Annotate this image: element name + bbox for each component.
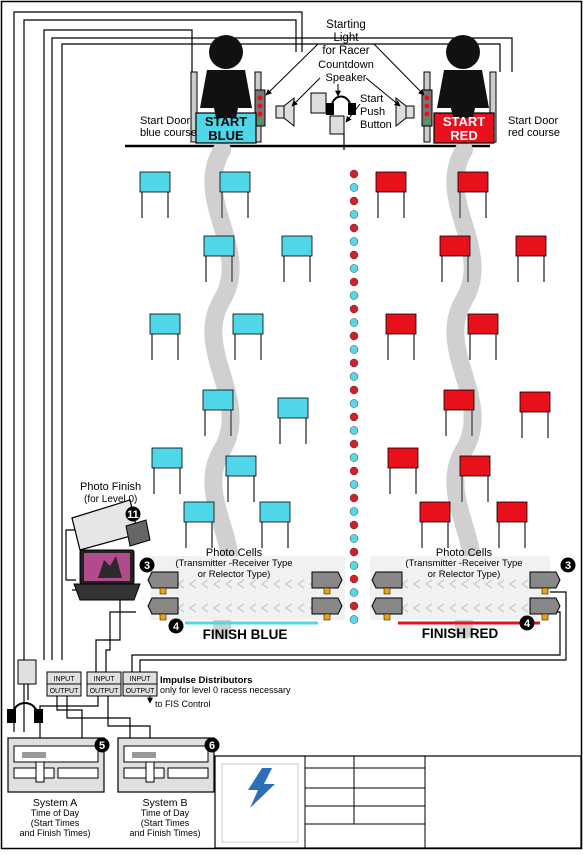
system-a-desc: and Finish Times) [19,828,91,838]
gate-blue-6 [233,314,263,360]
photo-finish-camera-icon [72,500,150,550]
laptop-icon [74,550,140,600]
badge-number: 11 [127,509,139,521]
photo-finish-label: Photo Finish [80,481,142,493]
start-blue-label: BLUE [208,128,244,143]
center-dot [350,508,358,516]
photo-cells-left-title: Photo Cells [205,547,263,559]
headset-bottom-icon [8,703,42,722]
gate-red-9 [388,448,418,494]
starting-light-label: Starting [326,19,366,31]
start-door-blue-label: Start Door [140,115,191,127]
badge-number: 4 [523,618,531,630]
center-dot [350,319,358,327]
badge-photo-finish [126,507,141,522]
gate-blue-10 [226,456,256,502]
center-dot [350,184,358,192]
start-push-button-label: Button [360,119,392,131]
center-dot [350,616,358,624]
racer-blue-icon [200,35,252,118]
badge-number: 3 [564,560,572,572]
gate-red-4 [516,236,546,282]
start-push-button-label: Start [360,93,384,105]
speaker-left-icon [276,98,294,126]
center-dot [350,454,358,462]
system-a-desc: Time of Day [30,808,80,818]
system-a-desc: (Start Times [30,818,80,828]
photo-cells-right-desc: or Relector Type) [427,569,501,580]
center-dot [350,602,358,610]
center-dot [350,589,358,597]
start-door-red-label: Start Door [508,115,559,127]
title-block [215,756,581,848]
gate-blue-12 [260,502,290,548]
distributor-output-label: OUTPUT [125,688,155,695]
photo-cells-left-desc: (Transmitter -Receiver Type [175,558,293,569]
gate-red-11 [420,502,450,548]
photo-finish-sublabel: (for Level 0) [84,494,138,505]
badge-system-b [205,738,220,753]
distributor-output-label: OUTPUT [89,688,119,695]
center-dot [350,575,358,583]
control-box-icon [18,660,36,684]
system-b-desc: and Finish Times) [129,828,201,838]
photo-cells-right-title: Photo Cells [435,547,493,559]
gate-red-5 [386,314,416,360]
center-dot [350,224,358,232]
center-dot [350,332,358,340]
system-b-device [118,738,214,792]
impulse-distributors-note: only for level 0 racess necessary [160,685,291,695]
starting-light-label: Light [333,32,359,44]
center-dot [350,413,358,421]
gate-red-8 [520,392,550,438]
badge-line-right [520,616,535,631]
distributor-input-label: INPUT [129,676,151,683]
center-dot [350,292,358,300]
start-push-button-icon [330,116,344,134]
center-dot [350,494,358,502]
badge-number: 4 [172,621,180,633]
gate-red-6 [468,314,498,360]
system-b-desc: (Start Times [140,818,190,828]
gate-blue-8 [278,398,308,444]
center-dot [350,170,358,178]
finish-red-label: FINISH RED [421,626,499,641]
gate-blue-11 [184,502,214,548]
gate-red-12 [497,502,527,548]
distributor-input-label: INPUT [53,676,75,683]
start-blue-label: START [204,114,248,129]
center-dot [350,535,358,543]
center-dot [350,251,358,259]
countdown-speaker-label: Countdown [318,59,374,71]
center-dot [350,427,358,435]
gate-red-1 [376,172,406,218]
center-dot [350,238,358,246]
start-door-red-label: red course [508,127,560,139]
center-dot [350,373,358,381]
to-fis-control-label: to FIS Control [155,699,211,709]
countdown-box-icon [311,93,326,113]
badge-cell-left [140,558,155,573]
center-dot [350,400,358,408]
starting-light-label: for Racer [322,45,370,57]
system-a-device [8,738,104,792]
gate-blue-1 [140,172,170,218]
distributor-output-label: OUTPUT [49,688,79,695]
badge-system-a [95,738,110,753]
center-dot [350,211,358,219]
start-red-label: RED [450,128,478,143]
speaker-right-icon [396,98,414,126]
racer-red-icon [437,35,489,118]
badge-cell-right [561,558,576,573]
badge-number: 6 [208,740,216,752]
start-door-blue-label: blue course [140,127,197,139]
headset-top-icon [327,97,355,115]
system-b-title: System B [142,797,188,809]
badge-number: 3 [143,560,151,572]
gate-blue-5 [150,314,180,360]
system-a-title: System A [32,797,78,809]
center-dot [350,278,358,286]
badge-line-left [169,619,184,634]
center-dot [350,305,358,313]
center-dot [350,265,358,273]
center-dot [350,386,358,394]
gate-blue-4 [282,236,312,282]
center-dot [350,481,358,489]
distributor-input-label: INPUT [93,676,115,683]
photo-cells-left-desc: or Relector Type) [197,569,271,580]
system-b-desc: Time of Day [140,808,190,818]
center-dot [350,197,358,205]
center-dot [350,548,358,556]
center-dot [350,467,358,475]
impulse-distributors-title: Impulse Distributors [160,675,253,686]
fis-logo [222,764,298,842]
center-dot [350,359,358,367]
center-divider-dots [350,170,358,624]
photo-cells-right-desc: (Transmitter -Receiver Type [405,558,523,569]
center-dot [350,440,358,448]
center-dot [350,346,358,354]
start-red-label: START [442,114,486,129]
countdown-speaker-label: Speaker [325,72,367,84]
center-dot [350,562,358,570]
center-dot [350,521,358,529]
badge-number: 5 [98,740,106,752]
number-badges [95,507,576,753]
gate-blue-9 [152,448,182,494]
start-push-button-label: Push [360,106,386,118]
finish-blue-label: FINISH BLUE [202,627,288,642]
